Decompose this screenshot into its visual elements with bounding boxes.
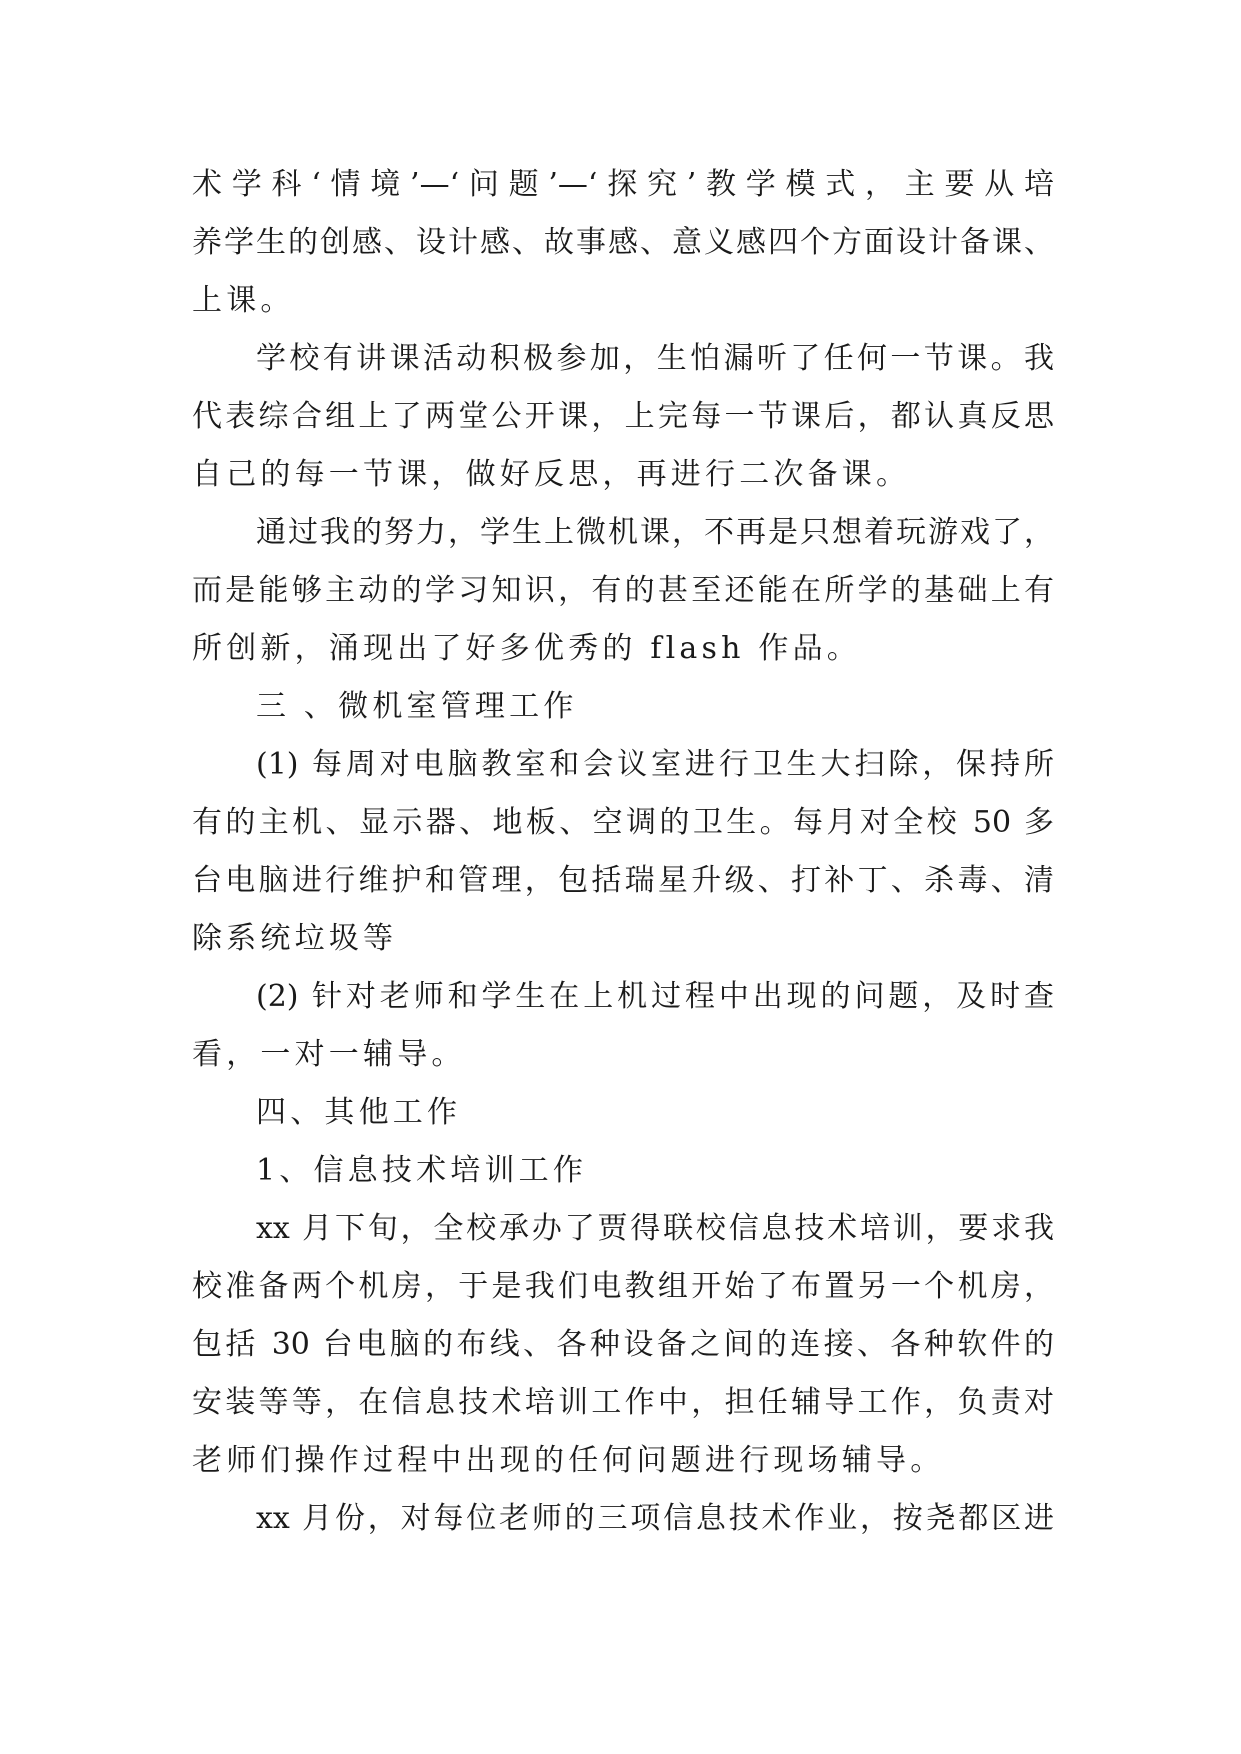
document-body [192,156,1054,1548]
text-line: 上课。 [192,283,295,318]
text-line: (2) 针对老师和学生在上机过程中出现的问题，及时查 [256,979,1054,1014]
text-line: 而是能够主动的学习知识，有的甚至还能在所学的基础上有 [192,573,1054,608]
text-line: 包括 30 台电脑的布线、各种设备之间的连接、各种软件的 [192,1327,1054,1362]
text-line: 所创新，涌现出了好多优秀的 flash 作品。 [192,631,861,666]
text-line: 养学生的创感、设计感、故事感、意义感四个方面设计备课、 [192,225,1054,260]
text-line: 四、其他工作 [256,1095,462,1130]
text-line: 代表综合组上了两堂公开课，上完每一节课后，都认真反思 [192,399,1054,434]
text-line: 老师们操作过程中出现的任何问题进行现场辅导。 [192,1443,945,1478]
text-line: 自己的每一节课，做好反思，再进行二次备课。 [192,457,911,492]
text-line: 除系统垃圾等 [192,921,398,956]
text-line: xx 月下旬，全校承办了贾得联校信息技术培训，要求我 [256,1211,1054,1246]
text-line: xx 月份，对每位老师的三项信息技术作业，按尧都区进 [256,1501,1054,1536]
text-line: 学校有讲课活动积极参加，生怕漏听了任何一节课。我 [256,341,1054,376]
text-line: 看，一对一辅导。 [192,1037,466,1072]
text-line: 术学科‘情境’—‘问题’—‘探究’教学模式，主要从培 [192,167,1054,202]
text-line: 台电脑进行维护和管理，包括瑞星升级、打补丁、杀毒、清 [192,863,1054,898]
text-line: 通过我的努力，学生上微机课，不再是只想着玩游戏了， [256,515,1054,550]
text-line: (1) 每周对电脑教室和会议室进行卫生大扫除，保持所 [256,747,1054,782]
text-line: 三 、微机室管理工作 [256,689,578,724]
text-line: 校准备两个机房，于是我们电教组开始了布置另一个机房， [192,1269,1054,1304]
text-line: 安装等等，在信息技术培训工作中，担任辅导工作，负责对 [192,1385,1054,1420]
text-line: 1、信息技术培训工作 [256,1153,588,1188]
text-line: 有的主机、显示器、地板、空调的卫生。每月对全校 50 多 [192,805,1054,840]
